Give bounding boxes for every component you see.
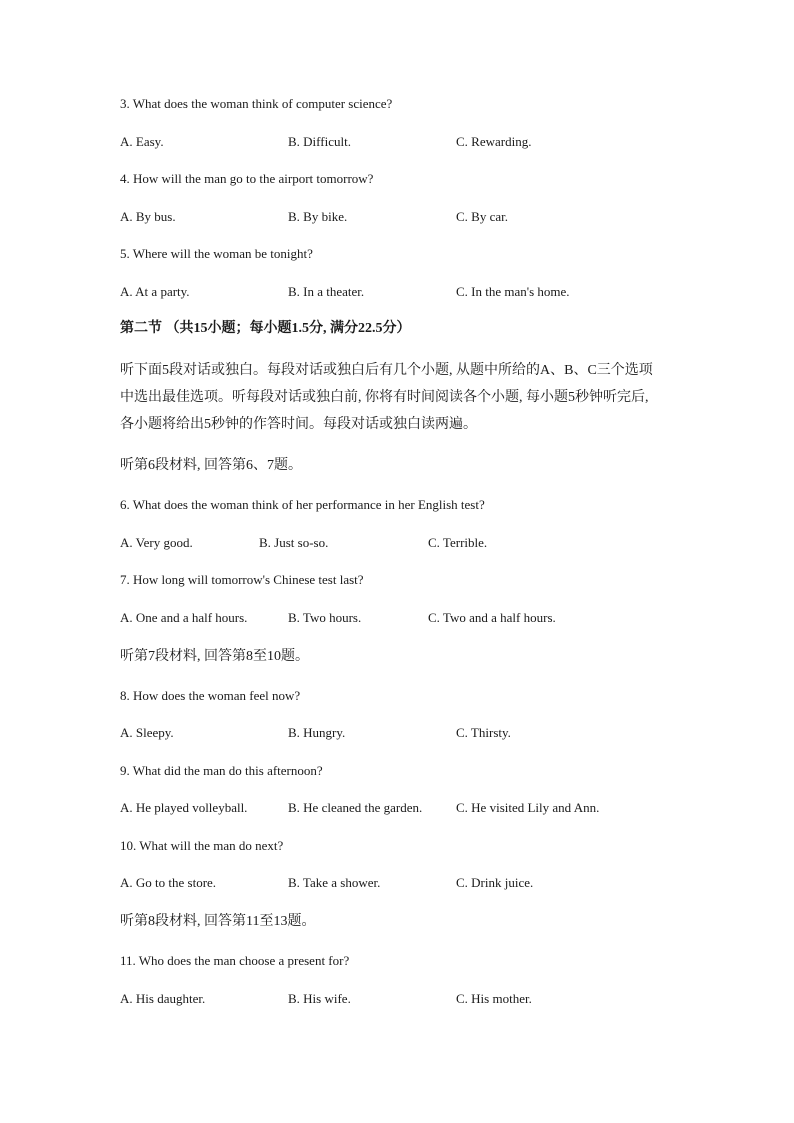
q11-option-b: B. His wife. [288, 991, 351, 1006]
q11-option-a: A. His daughter. [120, 991, 206, 1006]
section-heading: 第二节 （共15小题；每小题1.5分, 满分22.5分） [120, 321, 411, 336]
instructions-line-1: 听下面5段对话或独白。每段对话或独白后有几个小题, 从题中所给的A、B、C三个选项 [120, 363, 653, 378]
q5-option-a: A. At a party. [120, 284, 190, 299]
question-7: 7. How long will tomorrow's Chinese test last? [120, 572, 364, 587]
question-10: 10. What will the man do next? [120, 838, 284, 853]
q7-option-b: B. Two hours. [288, 610, 362, 625]
q9-option-a: A. He played volleyball. [120, 800, 248, 815]
q5-option-c: C. In the man's home. [456, 284, 570, 299]
question-6: 6. What does the woman think of her performance in her English test? [120, 497, 485, 512]
q7-option-c: C. Two and a half hours. [428, 610, 556, 625]
q4-option-b: B. By bike. [288, 209, 348, 224]
q6-option-b: B. Just so-so. [259, 535, 329, 550]
question-11: 11. Who does the man choose a present for? [120, 953, 350, 968]
material-8-heading: 听第8段材料, 回答第11至13题。 [120, 914, 316, 929]
q8-option-a: A. Sleepy. [120, 725, 174, 740]
q10-option-a: A. Go to the store. [120, 875, 217, 890]
q9-option-b: B. He cleaned the garden. [288, 800, 423, 815]
q7-option-a: A. One and a half hours. [120, 610, 248, 625]
q3-option-c: C. Rewarding. [456, 134, 532, 149]
question-4: 4. How will the man go to the airport tomorrow? [120, 171, 374, 186]
instructions-line-2: 中选出最佳选项。听每段对话或独白前, 你将有时间阅读各个小题, 每小题5秒钟听完后, [120, 390, 649, 405]
q3-option-b: B. Difficult. [288, 134, 351, 149]
q8-option-c: C. Thirsty. [456, 725, 511, 740]
q10-option-b: B. Take a shower. [288, 875, 381, 890]
question-3: 3. What does the woman think of computer science? [120, 96, 393, 111]
q10-option-c: C. Drink juice. [456, 875, 534, 890]
q8-option-b: B. Hungry. [288, 725, 346, 740]
q4-option-c: C. By car. [456, 209, 508, 224]
q5-option-b: B. In a theater. [288, 284, 365, 299]
q3-option-a: A. Easy. [120, 134, 164, 149]
material-7-heading: 听第7段材料, 回答第8至10题。 [120, 649, 309, 664]
material-6-heading: 听第6段材料, 回答第6、7题。 [120, 458, 302, 473]
question-9: 9. What did the man do this afternoon? [120, 763, 323, 778]
q11-option-c: C. His mother. [456, 991, 532, 1006]
q4-option-a: A. By bus. [120, 209, 176, 224]
instructions-line-3: 各小题将给出5秒钟的作答时间。每段对话或独白读两遍。 [120, 417, 477, 432]
q9-option-c: C. He visited Lily and Ann. [456, 800, 600, 815]
q6-option-c: C. Terrible. [428, 535, 488, 550]
question-8: 8. How does the woman feel now? [120, 688, 301, 703]
question-5: 5. Where will the woman be tonight? [120, 246, 313, 261]
q6-option-a: A. Very good. [120, 535, 193, 550]
